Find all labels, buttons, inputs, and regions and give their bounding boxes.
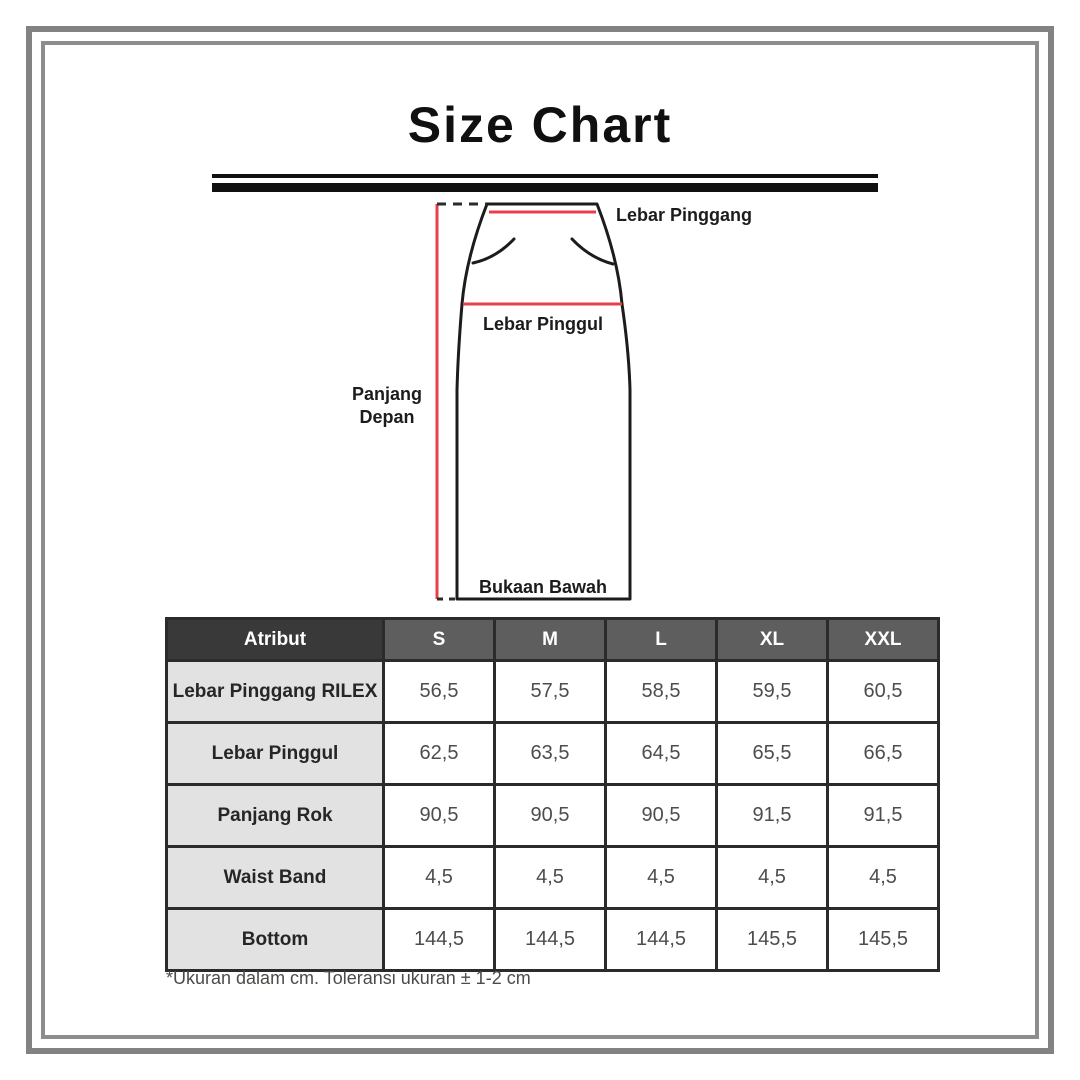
value-cell: 56,5 — [384, 661, 495, 723]
row-label: Panjang Rok — [167, 785, 384, 847]
value-cell: 144,5 — [495, 909, 606, 971]
value-cell: 4,5 — [495, 847, 606, 909]
row-label: Lebar Pinggul — [167, 723, 384, 785]
header-cell-xxl: XXL — [828, 619, 939, 661]
title-divider — [212, 174, 878, 192]
header-cell-xl: XL — [717, 619, 828, 661]
value-cell: 65,5 — [717, 723, 828, 785]
table-row-lebar-pinggang — [167, 661, 939, 723]
value-cell: 4,5 — [606, 847, 717, 909]
value-cell: 91,5 — [717, 785, 828, 847]
divider-thin-line — [212, 174, 878, 178]
table-row-bottom — [167, 909, 939, 971]
header-cell-s: S — [384, 619, 495, 661]
row-label: Bottom — [167, 909, 384, 971]
waist-width-label: Lebar Pinggang — [616, 205, 753, 225]
value-cell: 144,5 — [606, 909, 717, 971]
value-cell: 144,5 — [384, 909, 495, 971]
value-cell: 145,5 — [828, 909, 939, 971]
value-cell: 4,5 — [717, 847, 828, 909]
value-cell: 4,5 — [828, 847, 939, 909]
value-cell: 90,5 — [495, 785, 606, 847]
value-cell: 57,5 — [495, 661, 606, 723]
skirt-measurement-diagram — [330, 195, 760, 615]
table-row-waist-band — [167, 847, 939, 909]
value-cell: 66,5 — [828, 723, 939, 785]
value-cell: 59,5 — [717, 661, 828, 723]
value-cell: 60,5 — [828, 661, 939, 723]
header-cell-atribut: Atribut — [167, 619, 384, 661]
value-cell: 62,5 — [384, 723, 495, 785]
table-row-lebar-pinggul — [167, 723, 939, 785]
right-pocket-curve — [572, 239, 613, 264]
row-label: Lebar Pinggang RILEX — [167, 661, 384, 723]
left-pocket-curve — [473, 239, 514, 263]
row-label: Waist Band — [167, 847, 384, 909]
header-cell-m: M — [495, 619, 606, 661]
bottom-opening-label: Bukaan Bawah — [478, 577, 608, 597]
value-cell: 145,5 — [717, 909, 828, 971]
header-cell-l: L — [606, 619, 717, 661]
table-row-panjang-rok — [167, 785, 939, 847]
value-cell: 91,5 — [828, 785, 939, 847]
value-cell: 90,5 — [606, 785, 717, 847]
value-cell: 64,5 — [606, 723, 717, 785]
divider-thick-line — [212, 183, 878, 192]
front-length-label-line2: Depan — [359, 407, 415, 427]
table-header-row — [167, 619, 939, 661]
value-cell: 4,5 — [384, 847, 495, 909]
hip-width-label: Lebar Pinggul — [482, 314, 604, 334]
skirt-outline — [457, 204, 630, 599]
value-cell: 58,5 — [606, 661, 717, 723]
page-title: Size Chart — [407, 97, 673, 153]
value-cell: 90,5 — [384, 785, 495, 847]
size-tolerance-note: *Ukuran dalam cm. Toleransi ukuran ± 1-2 cm — [166, 968, 531, 988]
value-cell: 63,5 — [495, 723, 606, 785]
size-table — [165, 617, 940, 972]
front-length-label-line1: Panjang — [351, 384, 423, 404]
